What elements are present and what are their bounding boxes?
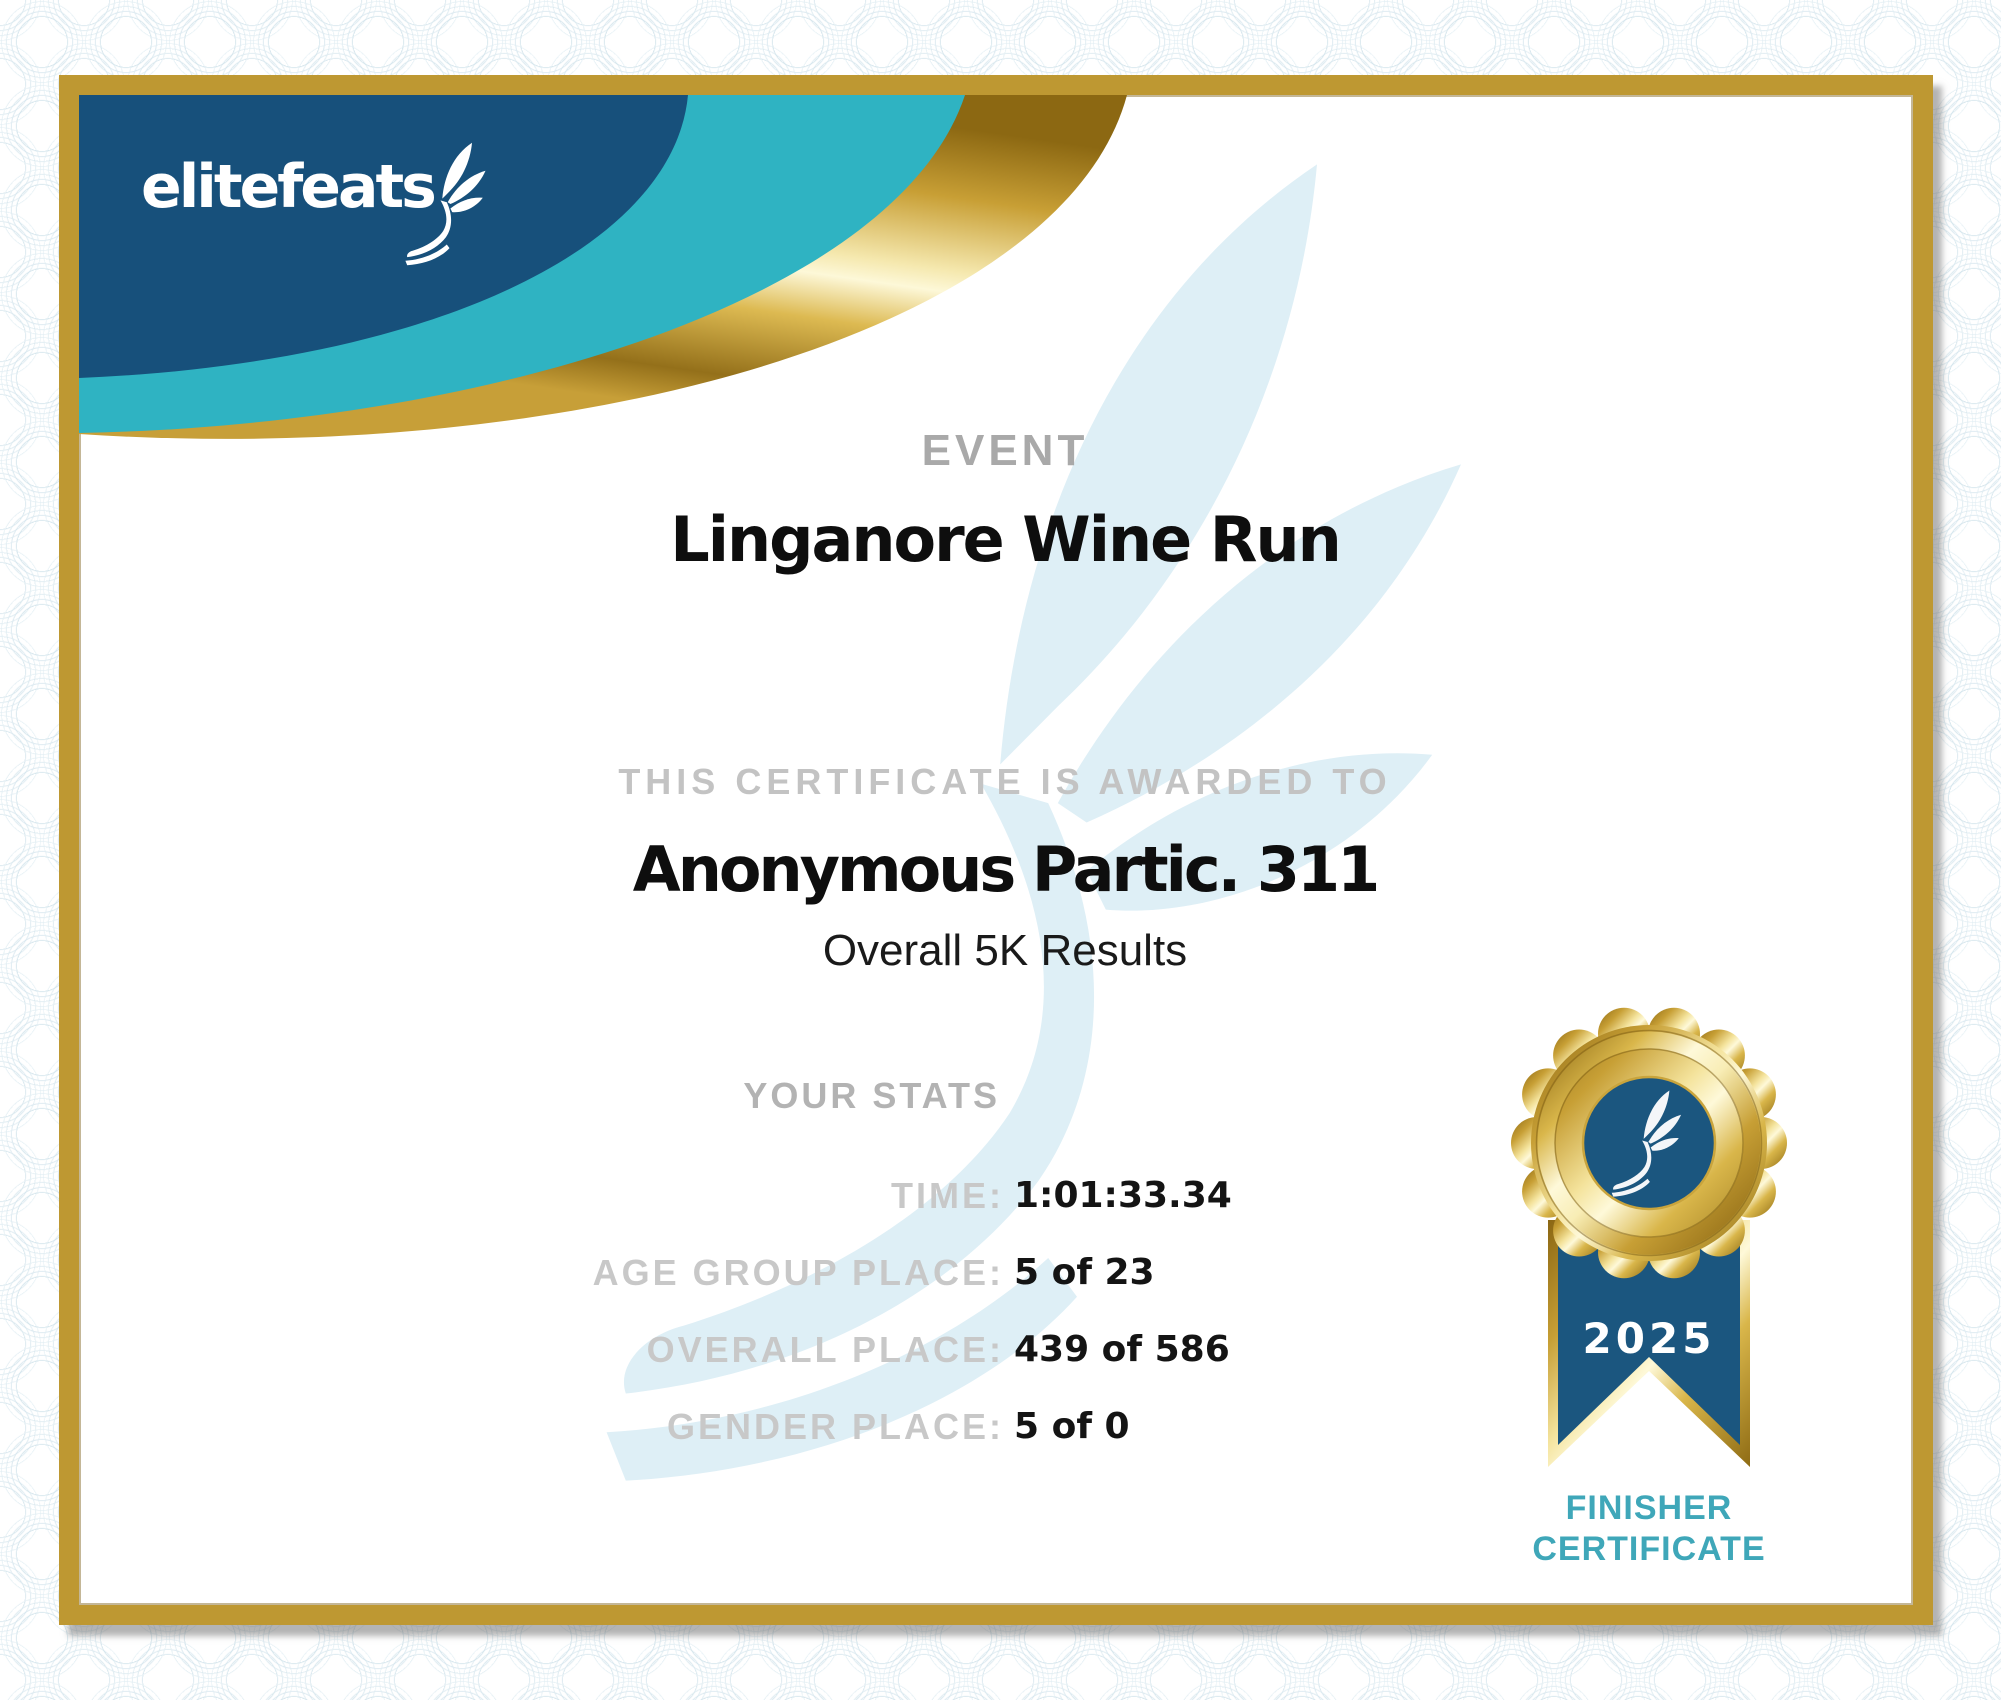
finisher-caption bbox=[1474, 1488, 1824, 1570]
stat-label: GENDER PLACE: bbox=[666, 1405, 1004, 1447]
event-label: EVENT bbox=[921, 426, 1089, 475]
stat-value: 5 of 0 bbox=[1014, 1406, 1130, 1447]
stat-value: 439 of 586 bbox=[1014, 1329, 1230, 1370]
results-division: Overall 5K Results bbox=[822, 926, 1188, 975]
recipient-name: Anonymous Partic. 311 bbox=[632, 833, 1378, 906]
stat-label: TIME: bbox=[891, 1174, 1004, 1216]
award-label: THIS CERTIFICATE IS AWARDED TO bbox=[618, 761, 1392, 802]
stat-label: AGE GROUP PLACE: bbox=[592, 1251, 1004, 1293]
finisher-caption-line1: FINISHER bbox=[1565, 1489, 1733, 1527]
finisher-caption-line2: CERTIFICATE bbox=[1532, 1529, 1766, 1568]
winged-foot-logo-icon bbox=[399, 141, 491, 267]
stat-label: OVERALL PLACE: bbox=[646, 1328, 1004, 1370]
elitefeats-logo-text: elitefeats bbox=[141, 152, 434, 222]
certificate-body bbox=[79, 95, 1913, 1605]
ribbon-year: 2025 bbox=[1582, 1314, 1716, 1363]
medal-rosette-ribbon bbox=[1474, 1005, 1824, 1475]
event-name: Linganore Wine Run bbox=[670, 503, 1340, 576]
stat-value: 5 of 23 bbox=[1014, 1252, 1155, 1293]
finisher-medal bbox=[1474, 1005, 1824, 1570]
stats-heading: YOUR STATS bbox=[743, 1075, 1000, 1116]
medal-center-disc bbox=[1583, 1077, 1715, 1209]
stat-value: 1:01:33.34 bbox=[1014, 1175, 1232, 1216]
